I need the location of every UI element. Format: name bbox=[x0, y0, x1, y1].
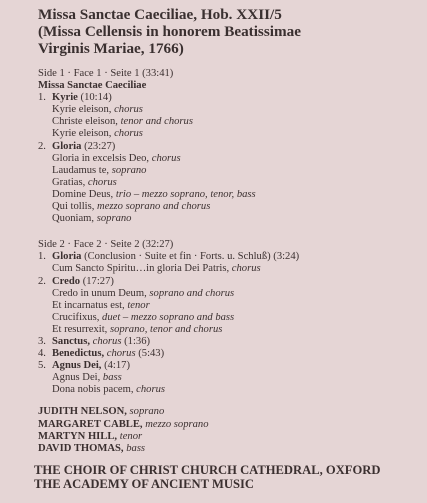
ensembles bbox=[34, 463, 427, 491]
section-line: Christe eleison, tenor and chorus bbox=[52, 116, 193, 128]
movement-duration: (10:14) bbox=[77, 92, 112, 104]
movement-voice: chorus bbox=[106, 348, 136, 360]
section-line: Kyrie eleison, chorus bbox=[52, 104, 143, 116]
section-line: Cum Sancto Spiritu…in gloria Dei Patris, chorus bbox=[52, 263, 261, 275]
track-item bbox=[38, 360, 427, 372]
section-line: Crucifixus, duet – mezzo soprano and bass bbox=[52, 311, 235, 323]
movement-duration: (5:43) bbox=[135, 348, 165, 360]
track-item bbox=[38, 348, 427, 360]
track-item bbox=[38, 92, 427, 104]
track-number: 3. bbox=[38, 335, 46, 347]
work-name: Missa Sanctae Caeciliae bbox=[38, 80, 147, 92]
performers-list bbox=[38, 406, 427, 454]
ensemble-name: THE ACADEMY OF ANCIENT MUSIC bbox=[34, 476, 254, 491]
track-number: 1. bbox=[38, 92, 46, 104]
side-2-tracklist bbox=[38, 239, 427, 396]
performer: MARGARET CABLE, mezzo soprano bbox=[38, 418, 209, 430]
movement-name: Credo bbox=[52, 275, 81, 287]
title-line: Missa Sanctae Caeciliae, Hob. XXII/5 bbox=[38, 6, 282, 23]
section-line: Agnus Dei, bass bbox=[52, 372, 122, 384]
performer: JUDITH NELSON, soprano bbox=[38, 406, 165, 418]
track-item bbox=[38, 276, 427, 288]
movement-duration: (23:27) bbox=[81, 140, 116, 152]
movement-name: Benedictus, bbox=[52, 348, 105, 360]
work-title bbox=[38, 6, 427, 57]
performer: MARTYN HILL, tenor bbox=[38, 430, 143, 442]
track-number: 4. bbox=[38, 348, 46, 360]
movement-name: Gloria bbox=[52, 251, 82, 263]
track-number: 2. bbox=[38, 140, 46, 152]
performer: DAVID THOMAS, bass bbox=[38, 442, 146, 454]
section-line: Et incarnatus est, tenor bbox=[52, 299, 150, 311]
movement-name: Agnus Dei, bbox=[52, 360, 102, 372]
section-line: Quoniam, soprano bbox=[52, 213, 132, 225]
track-item bbox=[38, 336, 427, 348]
movement-voice: chorus bbox=[92, 335, 122, 347]
track-item bbox=[38, 141, 427, 153]
movement-duration: (17:27) bbox=[80, 275, 114, 287]
ensemble-name: THE CHOIR OF CHRIST CHURCH CATHEDRAL, OXFORD bbox=[34, 462, 381, 477]
section-line: Gratias, chorus bbox=[52, 176, 117, 188]
movement-duration: (1:36) bbox=[121, 335, 151, 347]
section-line: Gloria in excelsis Deo, chorus bbox=[52, 152, 181, 164]
track-number: 5. bbox=[38, 360, 46, 372]
side-1-tracklist bbox=[38, 68, 427, 225]
section-line: Qui tollis, mezzo soprano and chorus bbox=[52, 201, 211, 213]
title-line: (Missa Cellensis in honorem Beatissimae bbox=[38, 23, 301, 40]
section-line: Domine Deus, trio – mezzo soprano, tenor, bass bbox=[52, 188, 256, 200]
side-header: Side 2 · Face 2 · Seite 2 (32:27) bbox=[38, 239, 174, 251]
track-number: 1. bbox=[38, 251, 46, 263]
title-line: Virginis Mariae, 1766) bbox=[38, 40, 184, 57]
side-header: Side 1 · Face 1 · Seite 1 (33:41) bbox=[38, 68, 174, 79]
track-item bbox=[38, 251, 427, 263]
section-line: Et resurrexit, soprano, tenor and chorus bbox=[52, 323, 223, 335]
section-line: Credo in unum Deum, soprano and chorus bbox=[52, 287, 235, 299]
section-line: Dona nobis pacem, chorus bbox=[52, 384, 165, 396]
track-number: 2. bbox=[38, 275, 46, 287]
movement-duration: (Conclusion · Suite et fin · Forts. u. Schluß) (3:24) bbox=[81, 251, 300, 263]
section-line: Kyrie eleison, chorus bbox=[52, 128, 143, 140]
movement-name: Gloria bbox=[52, 140, 82, 152]
movement-duration: (4:17) bbox=[101, 360, 130, 372]
section-line: Laudamus te, soprano bbox=[52, 164, 147, 176]
movement-name: Kyrie bbox=[52, 92, 78, 104]
movement-name: Sanctus, bbox=[52, 335, 90, 347]
